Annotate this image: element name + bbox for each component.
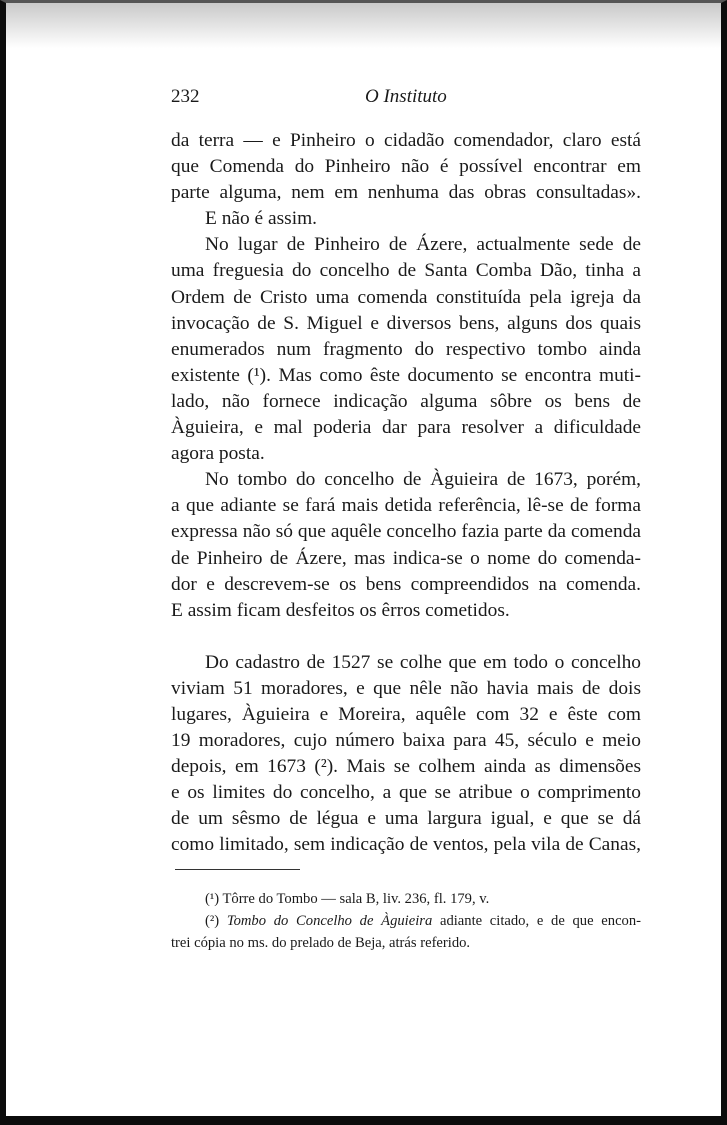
text-line: dor e descrevem-se os bens compreendidos na comenda. — [171, 573, 641, 595]
text-line: enumerados num fragmento do respectivo tombo ainda — [171, 338, 641, 360]
footnotes — [171, 888, 641, 954]
text-line: existente (¹). Mas como êste documento se encontra muti- — [171, 364, 641, 386]
footnote-2 — [171, 910, 641, 932]
running-title: O Instituto — [365, 86, 447, 107]
footnote-separator — [175, 869, 300, 870]
footnote-2-title: Tombo do Concelho de Àguieira — [226, 913, 433, 929]
text-line: da terra — e Pinheiro o cidadão comendador, claro está — [171, 130, 641, 151]
text-line: lugares, Àguieira e Moreira, aquêle com 32 e êste com — [171, 703, 641, 725]
text-line: E assim ficam desfeitos os êrros cometidos. — [171, 599, 510, 621]
text-line: No lugar de Pinheiro de Ázere, actualmente sede de — [205, 234, 641, 256]
text-line: E não é assim. — [205, 208, 318, 230]
text-line: expressa não só que aquêle concelho fazia parte da comenda — [171, 521, 641, 543]
text-line: de Pinheiro de Ázere, mas indica-se o nome do comenda- — [171, 547, 641, 569]
text-line: 19 moradores, cujo número baixa para 45, século e meio — [171, 730, 641, 752]
body-text — [171, 128, 641, 859]
text-line: como limitado, sem indicação de ventos, pela vila de Canas, — [171, 834, 641, 856]
text-line: agora posta. — [171, 443, 265, 465]
footnote-2-marker: (²) — [205, 913, 227, 929]
text-line: que Comenda do Pinheiro não é possível encontrar em — [171, 156, 641, 178]
footnote-1: (¹) Tôrre do Tombo — sala B, liv. 236, fl. 179, v. — [205, 891, 490, 907]
paragraph-gap — [171, 624, 641, 650]
text-line: depois, em 1673 (²). Mais se colhem ainda as dimensões — [171, 756, 641, 778]
text-line: a que adiante se fará mais detida referência, lê-se de forma — [171, 495, 641, 517]
footnote-2-text: adiante citado, e de que encon- — [432, 913, 641, 929]
page-number: 232 — [171, 86, 200, 107]
text-line: invocação de S. Miguel e diversos bens, alguns dos quais — [171, 312, 641, 334]
scan-shadow — [6, 3, 721, 48]
running-header — [171, 84, 641, 114]
text-line: lado, não fornece indicação alguma sôbre os bens de — [171, 390, 641, 412]
text-line: Àguieira, e mal poderia dar para resolver a dificuldade — [171, 417, 641, 439]
text-line: No tombo do concelho de Àguieira de 1673, porém, — [205, 469, 641, 491]
text-line: uma freguesia do concelho de Santa Comba Dão, tinha a — [171, 260, 641, 282]
text-line: parte alguma, nem em nenhuma das obras consultadas». — [171, 182, 641, 204]
text-line: Ordem de Cristo uma comenda constituída pela igreja da — [171, 286, 641, 308]
text-line: Do cadastro de 1527 se colhe que em todo o concelho — [205, 651, 641, 673]
text-line: de um sêsmo de légua e uma largura igual, e que se dá — [171, 808, 641, 830]
text-line: e os limites do concelho, a que se atribue o comprimento — [171, 782, 641, 804]
footnote-2-continuation: trei cópia no ms. do prelado de Beja, atrás referido. — [171, 935, 471, 951]
text-line: viviam 51 moradores, e que nêle não havia mais de dois — [171, 677, 641, 699]
